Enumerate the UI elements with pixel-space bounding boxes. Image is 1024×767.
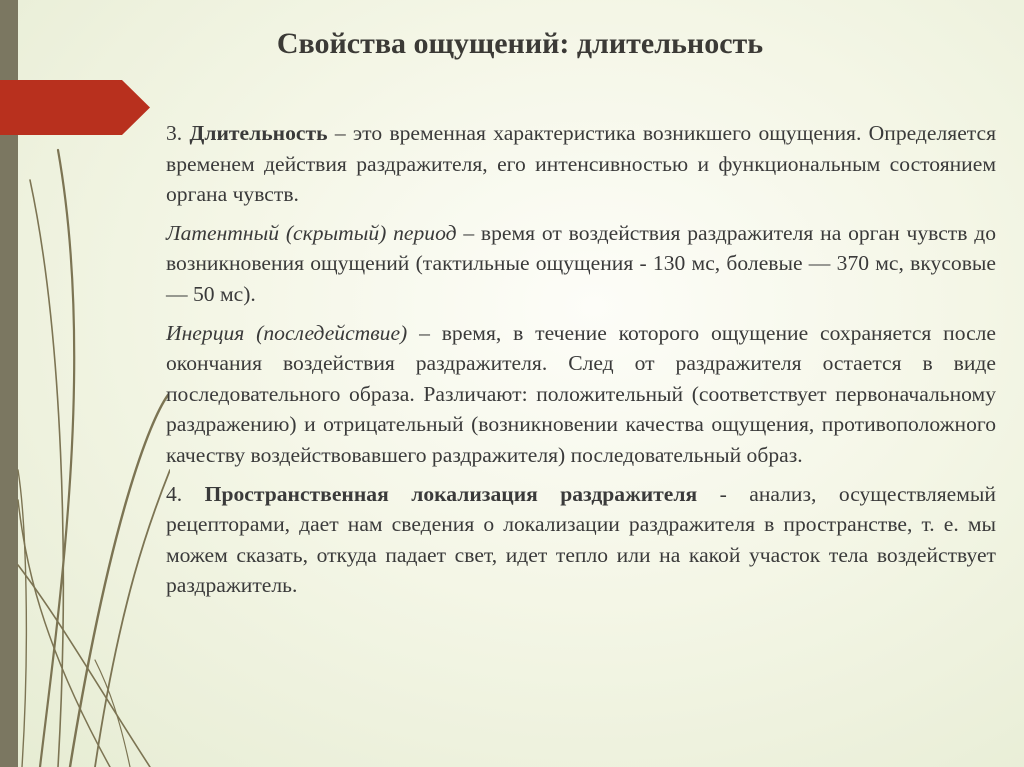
paragraph-inertia — [166, 318, 996, 471]
paragraph-number: 3. — [166, 121, 183, 145]
paragraph-text: – время, в течение которого ощущение сохраняется после окончания воздействия раздражителя. След от раздражителя остается в виде последовательного образа. Различают: положительный (соответствует первоначальному раздражению) и отрицательный (возникновении качества ощущения, противоположного качеству воздействовавшего раздражителя) последовательный образ. — [166, 320, 997, 467]
paragraph-duration — [166, 118, 996, 210]
paragraph-latent-period — [166, 218, 996, 310]
slide-body — [166, 118, 996, 609]
paragraph-spatial-localization — [166, 479, 996, 601]
paragraph-text: – это временная характеристика возникшего ощущения. Определяется временем действия раздражителя, его интенсивностью и функциональным состоянием органа чувств. — [166, 121, 996, 207]
term-duration: Длительность — [189, 121, 328, 145]
paragraph-text: - анализ, осуществляемый рецепторами, дает нам сведения о локализации раздражителя в пространстве, т. е. мы можем сказать, откуда падает свет, идет тепло или на какой участок тела воздействует раздражитель. — [166, 481, 996, 598]
term-spatial-localization: Пространственная локализация раздражителя — [204, 481, 698, 506]
red-arrow-banner — [0, 80, 150, 135]
slide-title: Свойства ощущений: длительность — [276, 27, 764, 60]
paragraph-number: 4. — [166, 481, 183, 506]
term-inertia: Инерция (последействие) — [166, 320, 408, 345]
paragraph-text: – время от воздействия раздражителя на орган чувств до возникновения ощущений (тактильные ощущения - 130 мс, болевые — 370 мс, вкусовые — 50 мс). — [166, 220, 996, 306]
term-latent-period: Латентный (скрытый) период — [166, 220, 457, 245]
